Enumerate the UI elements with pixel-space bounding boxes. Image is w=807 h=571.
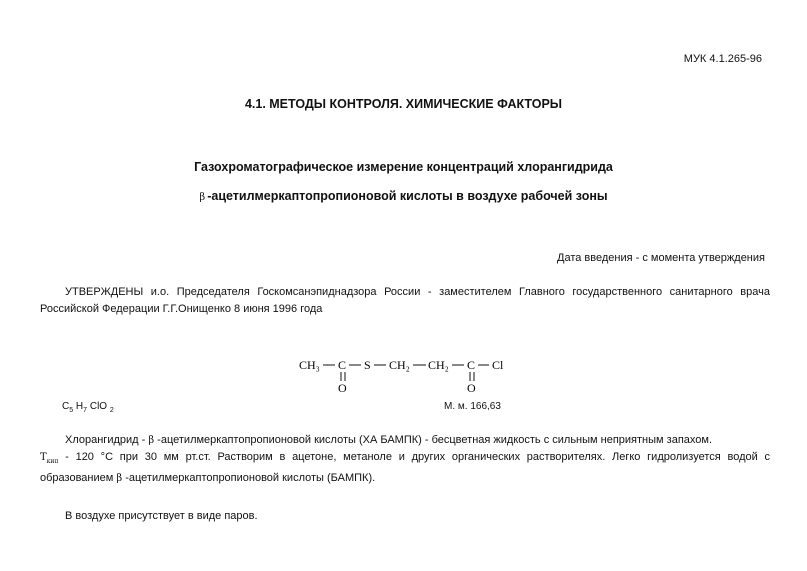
document-title-line1: Газохроматографическое измерение концентраций хлорангидрида — [194, 160, 613, 174]
beta-symbol: β — [148, 435, 155, 446]
molar-mass: М. м. 166,63 — [444, 401, 501, 412]
group-ch2a: CH₂ — [389, 358, 410, 372]
atom-o1: O — [338, 381, 347, 395]
atom-s: S — [364, 358, 371, 372]
boiling-point-symbol: $T_{кип}$ — [40, 452, 59, 465]
intro-date: Дата введения - с момента утверждения — [557, 252, 765, 264]
document-code: МУК 4.1.265-96 — [683, 53, 762, 65]
air-paragraph: В воздухе присутствует в виде паров. — [65, 510, 258, 522]
atom-cl: Cl — [492, 358, 504, 372]
approved-text: УТВЕРЖДЕНЫ и.о. Председателя Госкомсанэпиднадзора России - заместителем Главного государственного санитарного врача Российской Федерации Г.Г.Онищенко 8 июня 1996 года — [40, 286, 770, 315]
approved-paragraph — [40, 284, 770, 318]
atom-o2: O — [467, 381, 476, 395]
beta-symbol: β — [116, 473, 123, 484]
structural-formula — [290, 352, 520, 396]
atom-c1: C — [338, 358, 347, 372]
description-paragraph: Хлорангидрид - β -ацетилмеркаптопропионовой кислоты (ХА БАМПК) - бесцветная жидкость с сильным неприятным запахом. $T_{кип} - 120$ °С при 30 мм рт.ст. Растворим в ацетоне, метаноле и других органических растворителях. Легко гидролизуется водой с образованием β -ацетилмеркаптопропионовой кислоты (БАМПК). — [40, 434, 770, 484]
section-title: 4.1. МЕТОДЫ КОНТРОЛЯ. ХИМИЧЕСКИЕ ФАКТОРЫ — [244, 97, 563, 111]
group-ch2b: CH₂ — [428, 358, 449, 372]
beta-symbol: β — [199, 192, 206, 203]
group-ch3: CH₃ — [299, 358, 320, 372]
title-line2-text: -ацетилмеркаптопропионовой кислоты в воздухе рабочей зоны — [207, 189, 608, 203]
document-title-line2 — [0, 189, 807, 203]
molecular-formula: $C_5$ $H_7$ ClO $_2$ — [62, 401, 114, 414]
atom-c2: C — [467, 358, 476, 372]
